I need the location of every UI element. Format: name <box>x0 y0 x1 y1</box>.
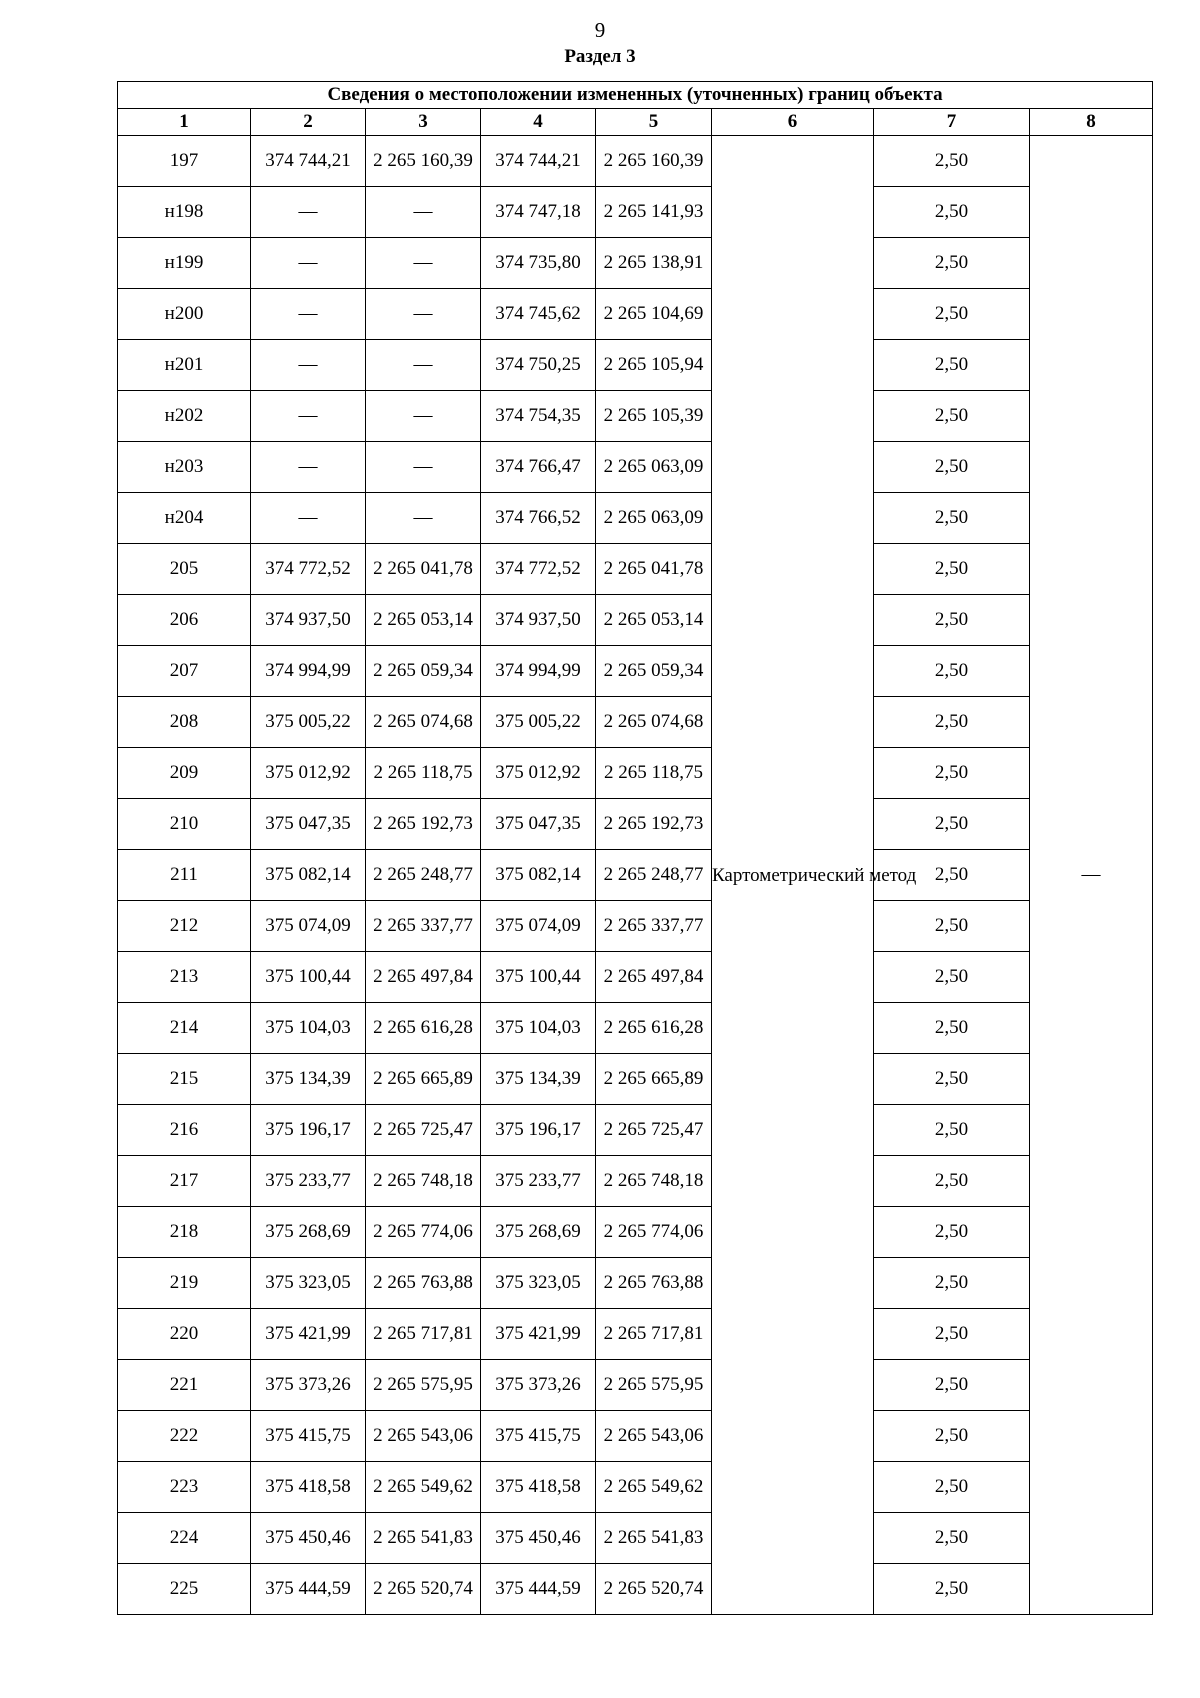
cell-x-new: 374 766,52 <box>481 493 596 544</box>
cell-point: 222 <box>118 1411 251 1462</box>
cell-y-old: — <box>366 187 481 238</box>
cell-y-new: 2 265 041,78 <box>596 544 712 595</box>
cell-y-old: 2 265 717,81 <box>366 1309 481 1360</box>
column-number: 5 <box>596 109 712 136</box>
table-row <box>118 1054 1153 1105</box>
cell-y-new: 2 265 063,09 <box>596 442 712 493</box>
cell-y-new: 2 265 748,18 <box>596 1156 712 1207</box>
cell-y-old: 2 265 192,73 <box>366 799 481 850</box>
cell-accuracy: 2,50 <box>874 646 1030 697</box>
cell-x-new: 375 100,44 <box>481 952 596 1003</box>
cell-accuracy: 2,50 <box>874 391 1030 442</box>
table-row <box>118 238 1153 289</box>
cell-y-new: 2 265 141,93 <box>596 187 712 238</box>
cell-point: 197 <box>118 136 251 187</box>
cell-point: н203 <box>118 442 251 493</box>
cell-x-old: — <box>251 391 366 442</box>
cell-x-new: 374 744,21 <box>481 136 596 187</box>
cell-accuracy: 2,50 <box>874 952 1030 1003</box>
cell-point: н198 <box>118 187 251 238</box>
cell-y-new: 2 265 104,69 <box>596 289 712 340</box>
cell-y-new: 2 265 192,73 <box>596 799 712 850</box>
cell-accuracy: 2,50 <box>874 136 1030 187</box>
cell-accuracy: 2,50 <box>874 901 1030 952</box>
table-row <box>118 697 1153 748</box>
cell-y-old: 2 265 665,89 <box>366 1054 481 1105</box>
cell-y-new: 2 265 665,89 <box>596 1054 712 1105</box>
cell-point: 225 <box>118 1564 251 1615</box>
cell-method: Картометрический метод <box>712 136 874 1615</box>
cell-point: н202 <box>118 391 251 442</box>
cell-x-new: 375 074,09 <box>481 901 596 952</box>
cell-x-old: — <box>251 187 366 238</box>
cell-y-old: 2 265 541,83 <box>366 1513 481 1564</box>
cell-y-old: — <box>366 238 481 289</box>
cell-accuracy: 2,50 <box>874 799 1030 850</box>
table-row <box>118 340 1153 391</box>
cell-y-old: 2 265 074,68 <box>366 697 481 748</box>
cell-accuracy: 2,50 <box>874 1309 1030 1360</box>
cell-y-new: 2 265 717,81 <box>596 1309 712 1360</box>
cell-x-old: 375 134,39 <box>251 1054 366 1105</box>
cell-y-new: 2 265 497,84 <box>596 952 712 1003</box>
table-row <box>118 289 1153 340</box>
table-row <box>118 391 1153 442</box>
cell-accuracy: 2,50 <box>874 442 1030 493</box>
cell-accuracy: 2,50 <box>874 697 1030 748</box>
cell-x-old: 375 082,14 <box>251 850 366 901</box>
cell-x-old: — <box>251 340 366 391</box>
cell-x-old: 375 074,09 <box>251 901 366 952</box>
cell-y-new: 2 265 549,62 <box>596 1462 712 1513</box>
cell-accuracy: 2,50 <box>874 1564 1030 1615</box>
cell-x-new: 374 747,18 <box>481 187 596 238</box>
cell-x-old: 375 444,59 <box>251 1564 366 1615</box>
cell-accuracy: 2,50 <box>874 1258 1030 1309</box>
cell-y-old: 2 265 549,62 <box>366 1462 481 1513</box>
table-row <box>118 1360 1153 1411</box>
table-row <box>118 799 1153 850</box>
cell-y-old: 2 265 543,06 <box>366 1411 481 1462</box>
cell-y-new: 2 265 138,91 <box>596 238 712 289</box>
cell-y-old: — <box>366 493 481 544</box>
table-row <box>118 1207 1153 1258</box>
cell-x-old: — <box>251 289 366 340</box>
cell-y-old: 2 265 520,74 <box>366 1564 481 1615</box>
table-caption-row <box>118 82 1153 109</box>
cell-y-old: 2 265 053,14 <box>366 595 481 646</box>
table-row <box>118 1156 1153 1207</box>
cell-col8: — <box>1030 136 1153 1615</box>
table-row <box>118 1258 1153 1309</box>
coordinates-table <box>117 81 1153 1615</box>
cell-x-new: 375 196,17 <box>481 1105 596 1156</box>
cell-x-new: 375 450,46 <box>481 1513 596 1564</box>
cell-x-new: 374 745,62 <box>481 289 596 340</box>
cell-y-old: 2 265 059,34 <box>366 646 481 697</box>
column-number: 8 <box>1030 109 1153 136</box>
cell-accuracy: 2,50 <box>874 1054 1030 1105</box>
cell-x-new: 374 750,25 <box>481 340 596 391</box>
cell-y-new: 2 265 248,77 <box>596 850 712 901</box>
cell-y-new: 2 265 160,39 <box>596 136 712 187</box>
cell-y-old: 2 265 763,88 <box>366 1258 481 1309</box>
cell-x-old: 375 373,26 <box>251 1360 366 1411</box>
cell-x-new: 374 937,50 <box>481 595 596 646</box>
table-row <box>118 1564 1153 1615</box>
cell-point: 212 <box>118 901 251 952</box>
cell-y-new: 2 265 616,28 <box>596 1003 712 1054</box>
table-row <box>118 595 1153 646</box>
cell-y-new: 2 265 520,74 <box>596 1564 712 1615</box>
cell-accuracy: 2,50 <box>874 1411 1030 1462</box>
column-number: 1 <box>118 109 251 136</box>
table-row <box>118 1462 1153 1513</box>
cell-accuracy: 2,50 <box>874 544 1030 595</box>
cell-x-old: 375 233,77 <box>251 1156 366 1207</box>
cell-accuracy: 2,50 <box>874 1513 1030 1564</box>
cell-x-new: 375 104,03 <box>481 1003 596 1054</box>
cell-point: 208 <box>118 697 251 748</box>
cell-x-old: 375 415,75 <box>251 1411 366 1462</box>
cell-y-new: 2 265 118,75 <box>596 748 712 799</box>
table-row <box>118 1309 1153 1360</box>
cell-accuracy: 2,50 <box>874 1105 1030 1156</box>
cell-x-old: 375 100,44 <box>251 952 366 1003</box>
cell-y-new: 2 265 074,68 <box>596 697 712 748</box>
cell-point: н199 <box>118 238 251 289</box>
cell-point: 223 <box>118 1462 251 1513</box>
cell-x-old: — <box>251 493 366 544</box>
cell-y-old: 2 265 725,47 <box>366 1105 481 1156</box>
cell-accuracy: 2,50 <box>874 493 1030 544</box>
cell-y-old: 2 265 160,39 <box>366 136 481 187</box>
cell-x-old: 375 047,35 <box>251 799 366 850</box>
cell-x-old: 375 268,69 <box>251 1207 366 1258</box>
cell-y-old: 2 265 774,06 <box>366 1207 481 1258</box>
cell-accuracy: 2,50 <box>874 1360 1030 1411</box>
cell-y-new: 2 265 725,47 <box>596 1105 712 1156</box>
cell-point: 221 <box>118 1360 251 1411</box>
cell-y-old: 2 265 616,28 <box>366 1003 481 1054</box>
cell-x-old: — <box>251 238 366 289</box>
section-title: Раздел 3 <box>564 46 636 67</box>
column-number: 6 <box>712 109 874 136</box>
column-number: 7 <box>874 109 1030 136</box>
cell-point: 224 <box>118 1513 251 1564</box>
cell-y-new: 2 265 105,39 <box>596 391 712 442</box>
cell-y-new: 2 265 053,14 <box>596 595 712 646</box>
cell-x-old: 375 012,92 <box>251 748 366 799</box>
cell-accuracy: 2,50 <box>874 1003 1030 1054</box>
cell-accuracy: 2,50 <box>874 1207 1030 1258</box>
cell-x-old: 374 994,99 <box>251 646 366 697</box>
table-caption: Сведения о местоположении измененных (уточненных) границ объекта <box>118 82 1153 109</box>
cell-point: 216 <box>118 1105 251 1156</box>
cell-y-old: 2 265 248,77 <box>366 850 481 901</box>
cell-point: н204 <box>118 493 251 544</box>
table-row <box>118 442 1153 493</box>
cell-point: н200 <box>118 289 251 340</box>
cell-accuracy: 2,50 <box>874 595 1030 646</box>
cell-x-new: 375 233,77 <box>481 1156 596 1207</box>
cell-x-new: 374 772,52 <box>481 544 596 595</box>
table-row <box>118 493 1153 544</box>
cell-point: 220 <box>118 1309 251 1360</box>
cell-point: 205 <box>118 544 251 595</box>
table-row <box>118 850 1153 901</box>
cell-x-new: 375 323,05 <box>481 1258 596 1309</box>
cell-accuracy: 2,50 <box>874 850 1030 901</box>
cell-y-old: — <box>366 442 481 493</box>
table-body <box>118 136 1153 1615</box>
table-row <box>118 952 1153 1003</box>
cell-y-new: 2 265 774,06 <box>596 1207 712 1258</box>
cell-x-new: 374 735,80 <box>481 238 596 289</box>
cell-y-old: 2 265 497,84 <box>366 952 481 1003</box>
cell-point: 218 <box>118 1207 251 1258</box>
cell-accuracy: 2,50 <box>874 1462 1030 1513</box>
cell-x-old: 375 104,03 <box>251 1003 366 1054</box>
table-row <box>118 1003 1153 1054</box>
cell-y-new: 2 265 541,83 <box>596 1513 712 1564</box>
cell-accuracy: 2,50 <box>874 340 1030 391</box>
cell-x-old: 374 937,50 <box>251 595 366 646</box>
table-row <box>118 136 1153 187</box>
cell-point: 209 <box>118 748 251 799</box>
cell-x-old: 375 005,22 <box>251 697 366 748</box>
cell-point: н201 <box>118 340 251 391</box>
cell-y-new: 2 265 575,95 <box>596 1360 712 1411</box>
page-number: 9 <box>594 18 606 42</box>
cell-x-old: — <box>251 442 366 493</box>
cell-x-old: 374 744,21 <box>251 136 366 187</box>
cell-y-new: 2 265 763,88 <box>596 1258 712 1309</box>
cell-x-new: 374 994,99 <box>481 646 596 697</box>
cell-y-new: 2 265 543,06 <box>596 1411 712 1462</box>
cell-x-old: 375 323,05 <box>251 1258 366 1309</box>
cell-accuracy: 2,50 <box>874 748 1030 799</box>
cell-x-old: 375 450,46 <box>251 1513 366 1564</box>
cell-x-new: 375 418,58 <box>481 1462 596 1513</box>
cell-x-old: 375 418,58 <box>251 1462 366 1513</box>
cell-x-new: 375 421,99 <box>481 1309 596 1360</box>
cell-y-new: 2 265 105,94 <box>596 340 712 391</box>
column-number: 2 <box>251 109 366 136</box>
cell-x-old: 375 196,17 <box>251 1105 366 1156</box>
cell-x-new: 375 005,22 <box>481 697 596 748</box>
column-number-row <box>118 109 1153 136</box>
cell-point: 213 <box>118 952 251 1003</box>
table-row <box>118 748 1153 799</box>
cell-x-new: 375 012,92 <box>481 748 596 799</box>
cell-y-new: 2 265 337,77 <box>596 901 712 952</box>
cell-x-new: 375 268,69 <box>481 1207 596 1258</box>
cell-y-old: 2 265 748,18 <box>366 1156 481 1207</box>
cell-y-new: 2 265 059,34 <box>596 646 712 697</box>
cell-y-new: 2 265 063,09 <box>596 493 712 544</box>
cell-point: 207 <box>118 646 251 697</box>
cell-x-new: 375 047,35 <box>481 799 596 850</box>
cell-point: 214 <box>118 1003 251 1054</box>
cell-point: 215 <box>118 1054 251 1105</box>
cell-y-old: 2 265 041,78 <box>366 544 481 595</box>
column-number: 3 <box>366 109 481 136</box>
cell-point: 217 <box>118 1156 251 1207</box>
cell-y-old: 2 265 337,77 <box>366 901 481 952</box>
table-row <box>118 187 1153 238</box>
cell-accuracy: 2,50 <box>874 238 1030 289</box>
cell-x-new: 375 134,39 <box>481 1054 596 1105</box>
cell-y-old: 2 265 118,75 <box>366 748 481 799</box>
cell-x-new: 375 444,59 <box>481 1564 596 1615</box>
table-row <box>118 1411 1153 1462</box>
table-row <box>118 901 1153 952</box>
table-row <box>118 646 1153 697</box>
table-row <box>118 1513 1153 1564</box>
cell-x-new: 374 766,47 <box>481 442 596 493</box>
cell-y-old: — <box>366 340 481 391</box>
cell-point: 219 <box>118 1258 251 1309</box>
cell-x-new: 375 082,14 <box>481 850 596 901</box>
cell-x-new: 375 415,75 <box>481 1411 596 1462</box>
cell-accuracy: 2,50 <box>874 187 1030 238</box>
cell-accuracy: 2,50 <box>874 1156 1030 1207</box>
cell-y-old: — <box>366 391 481 442</box>
cell-point: 210 <box>118 799 251 850</box>
cell-x-new: 374 754,35 <box>481 391 596 442</box>
cell-x-old: 374 772,52 <box>251 544 366 595</box>
cell-y-old: — <box>366 289 481 340</box>
column-number: 4 <box>481 109 596 136</box>
table-row <box>118 1105 1153 1156</box>
cell-point: 206 <box>118 595 251 646</box>
table-row <box>118 544 1153 595</box>
cell-x-old: 375 421,99 <box>251 1309 366 1360</box>
cell-point: 211 <box>118 850 251 901</box>
cell-accuracy: 2,50 <box>874 289 1030 340</box>
cell-y-old: 2 265 575,95 <box>366 1360 481 1411</box>
cell-x-new: 375 373,26 <box>481 1360 596 1411</box>
